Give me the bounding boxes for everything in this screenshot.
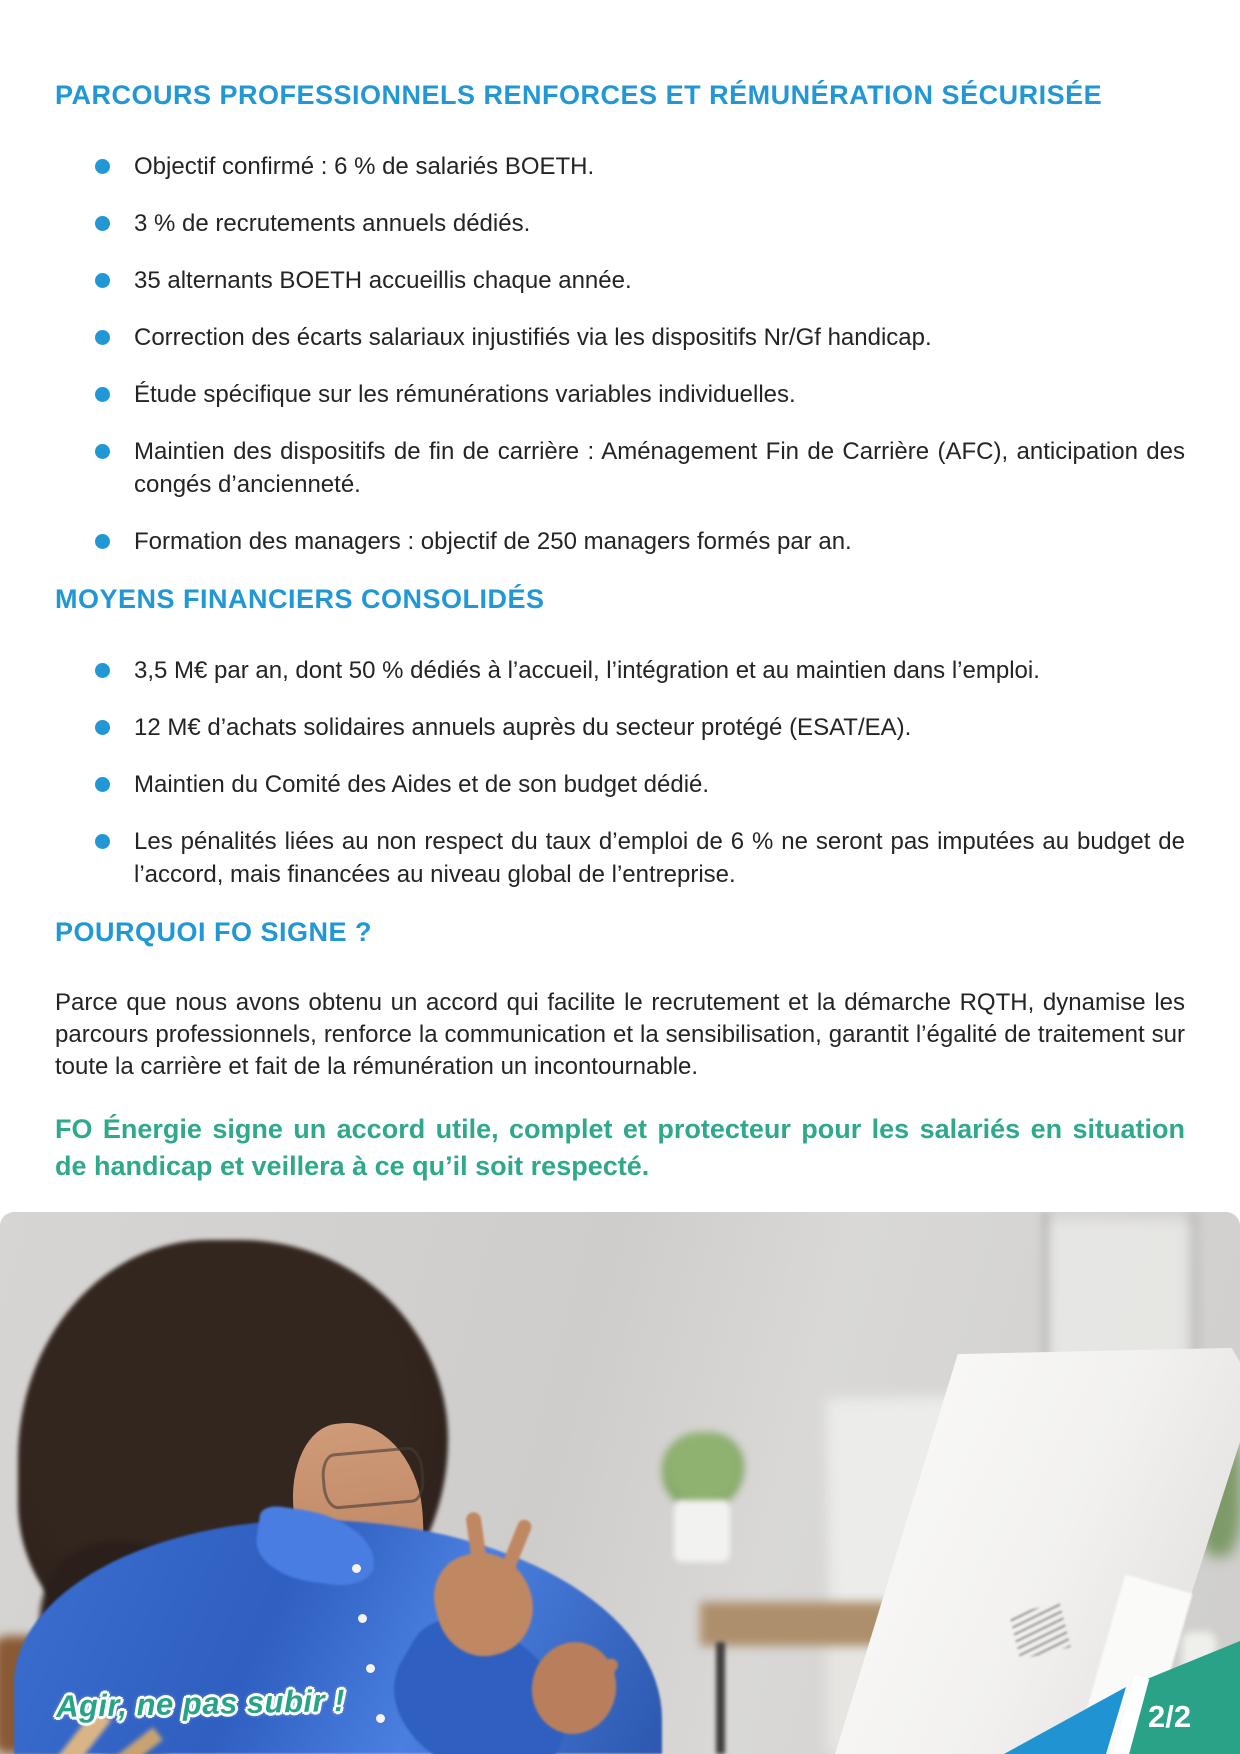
- bullet-icon: [95, 216, 110, 231]
- list-item: [55, 654, 1185, 687]
- photo-shirt-button: [366, 1664, 375, 1673]
- section-heading-pourquoi: POURQUOI FO SIGNE ?: [55, 917, 373, 947]
- bullet-text: Maintien des dispositifs de fin de carrière : Aménagement Fin de Carrière (AFC), anticipation des congés d’ancienneté.: [134, 438, 1185, 498]
- bullet-text: Maintien du Comité des Aides et de son budget dédié.: [134, 771, 710, 798]
- photo-plant: [662, 1432, 744, 1510]
- bullet-text: Les pénalités liées au non respect du taux d’emploi de 6 % ne seront pas imputées au budget de l’accord, mais financées au niveau global de l’entreprise.: [134, 828, 1185, 888]
- list-item: [55, 207, 1185, 240]
- list-item: [55, 435, 1185, 501]
- bullet-icon: [95, 273, 110, 288]
- photo-shirt-button: [352, 1564, 361, 1573]
- corner-blue-triangle: [1004, 1687, 1126, 1754]
- conclusion-highlight: FO Énergie signe un accord utile, complet et protecteur pour les salariés en situation de handicap et veillera à ce qu’il soit respecté.: [55, 1114, 1185, 1181]
- bullet-icon: [95, 834, 110, 849]
- photo-woman-glasses: [320, 1446, 426, 1511]
- bullet-text: Objectif confirmé : 6 % de salariés BOETH.: [134, 153, 595, 180]
- bullet-list-moyens: [55, 654, 1185, 891]
- section-heading-parcours: PARCOURS PROFESSIONNELS RENFORCES ET RÉMUNÉRATION SÉCURISÉE: [55, 80, 1103, 110]
- list-item: [55, 264, 1185, 297]
- page-number: 2/2: [1148, 1699, 1192, 1734]
- bullet-text: 3,5 M€ par an, dont 50 % dédiés à l’accueil, l’intégration et au maintien dans l’emploi.: [134, 657, 1040, 684]
- bullet-list-parcours: [55, 150, 1185, 558]
- list-item: [55, 825, 1185, 891]
- section-heading-moyens: MOYENS FINANCIERS CONSOLIDÉS: [55, 584, 545, 614]
- corner-decoration: [990, 1619, 1240, 1754]
- slogan-text: Agir, ne pas subir !: [55, 1682, 346, 1725]
- photo-desk-leg: [716, 1642, 725, 1754]
- list-item: [55, 711, 1185, 744]
- list-item: [55, 378, 1185, 411]
- photo-shirt-button: [358, 1614, 367, 1623]
- bullet-text: 3 % de recrutements annuels dédiés.: [134, 210, 531, 237]
- body-paragraph: Parce que nous avons obtenu un accord qui facilite le recrutement et la démarche RQTH, dynamise les parcours professionnels, renforce la communication et la sensibilisation, garantit l’égalité de traitement sur toute la carrière et fait de la rémunération un incontournable.: [55, 989, 1185, 1080]
- photo-shirt-button: [376, 1714, 385, 1723]
- photo-plant-pot: [674, 1500, 730, 1562]
- bullet-icon: [95, 720, 110, 735]
- bullet-icon: [95, 159, 110, 174]
- bullet-icon: [95, 387, 110, 402]
- bullet-text: 35 alternants BOETH accueillis chaque année.: [134, 267, 632, 294]
- document-content: [55, 78, 1185, 1185]
- bullet-text: 12 M€ d’achats solidaires annuels auprès du secteur protégé (ESAT/EA).: [134, 714, 912, 741]
- bullet-icon: [95, 534, 110, 549]
- bullet-text: Formation des managers : objectif de 250 managers formés par an.: [134, 528, 852, 555]
- list-item: [55, 321, 1185, 354]
- bullet-text: Étude spécifique sur les rémunérations variables individuelles.: [134, 381, 796, 408]
- list-item: [55, 150, 1185, 183]
- bullet-icon: [95, 444, 110, 459]
- bullet-icon: [95, 777, 110, 792]
- bullet-icon: [95, 330, 110, 345]
- list-item: [55, 525, 1185, 558]
- bullet-icon: [95, 663, 110, 678]
- list-item: [55, 768, 1185, 801]
- bullet-text: Correction des écarts salariaux injustifiés via les dispositifs Nr/Gf handicap.: [134, 324, 932, 351]
